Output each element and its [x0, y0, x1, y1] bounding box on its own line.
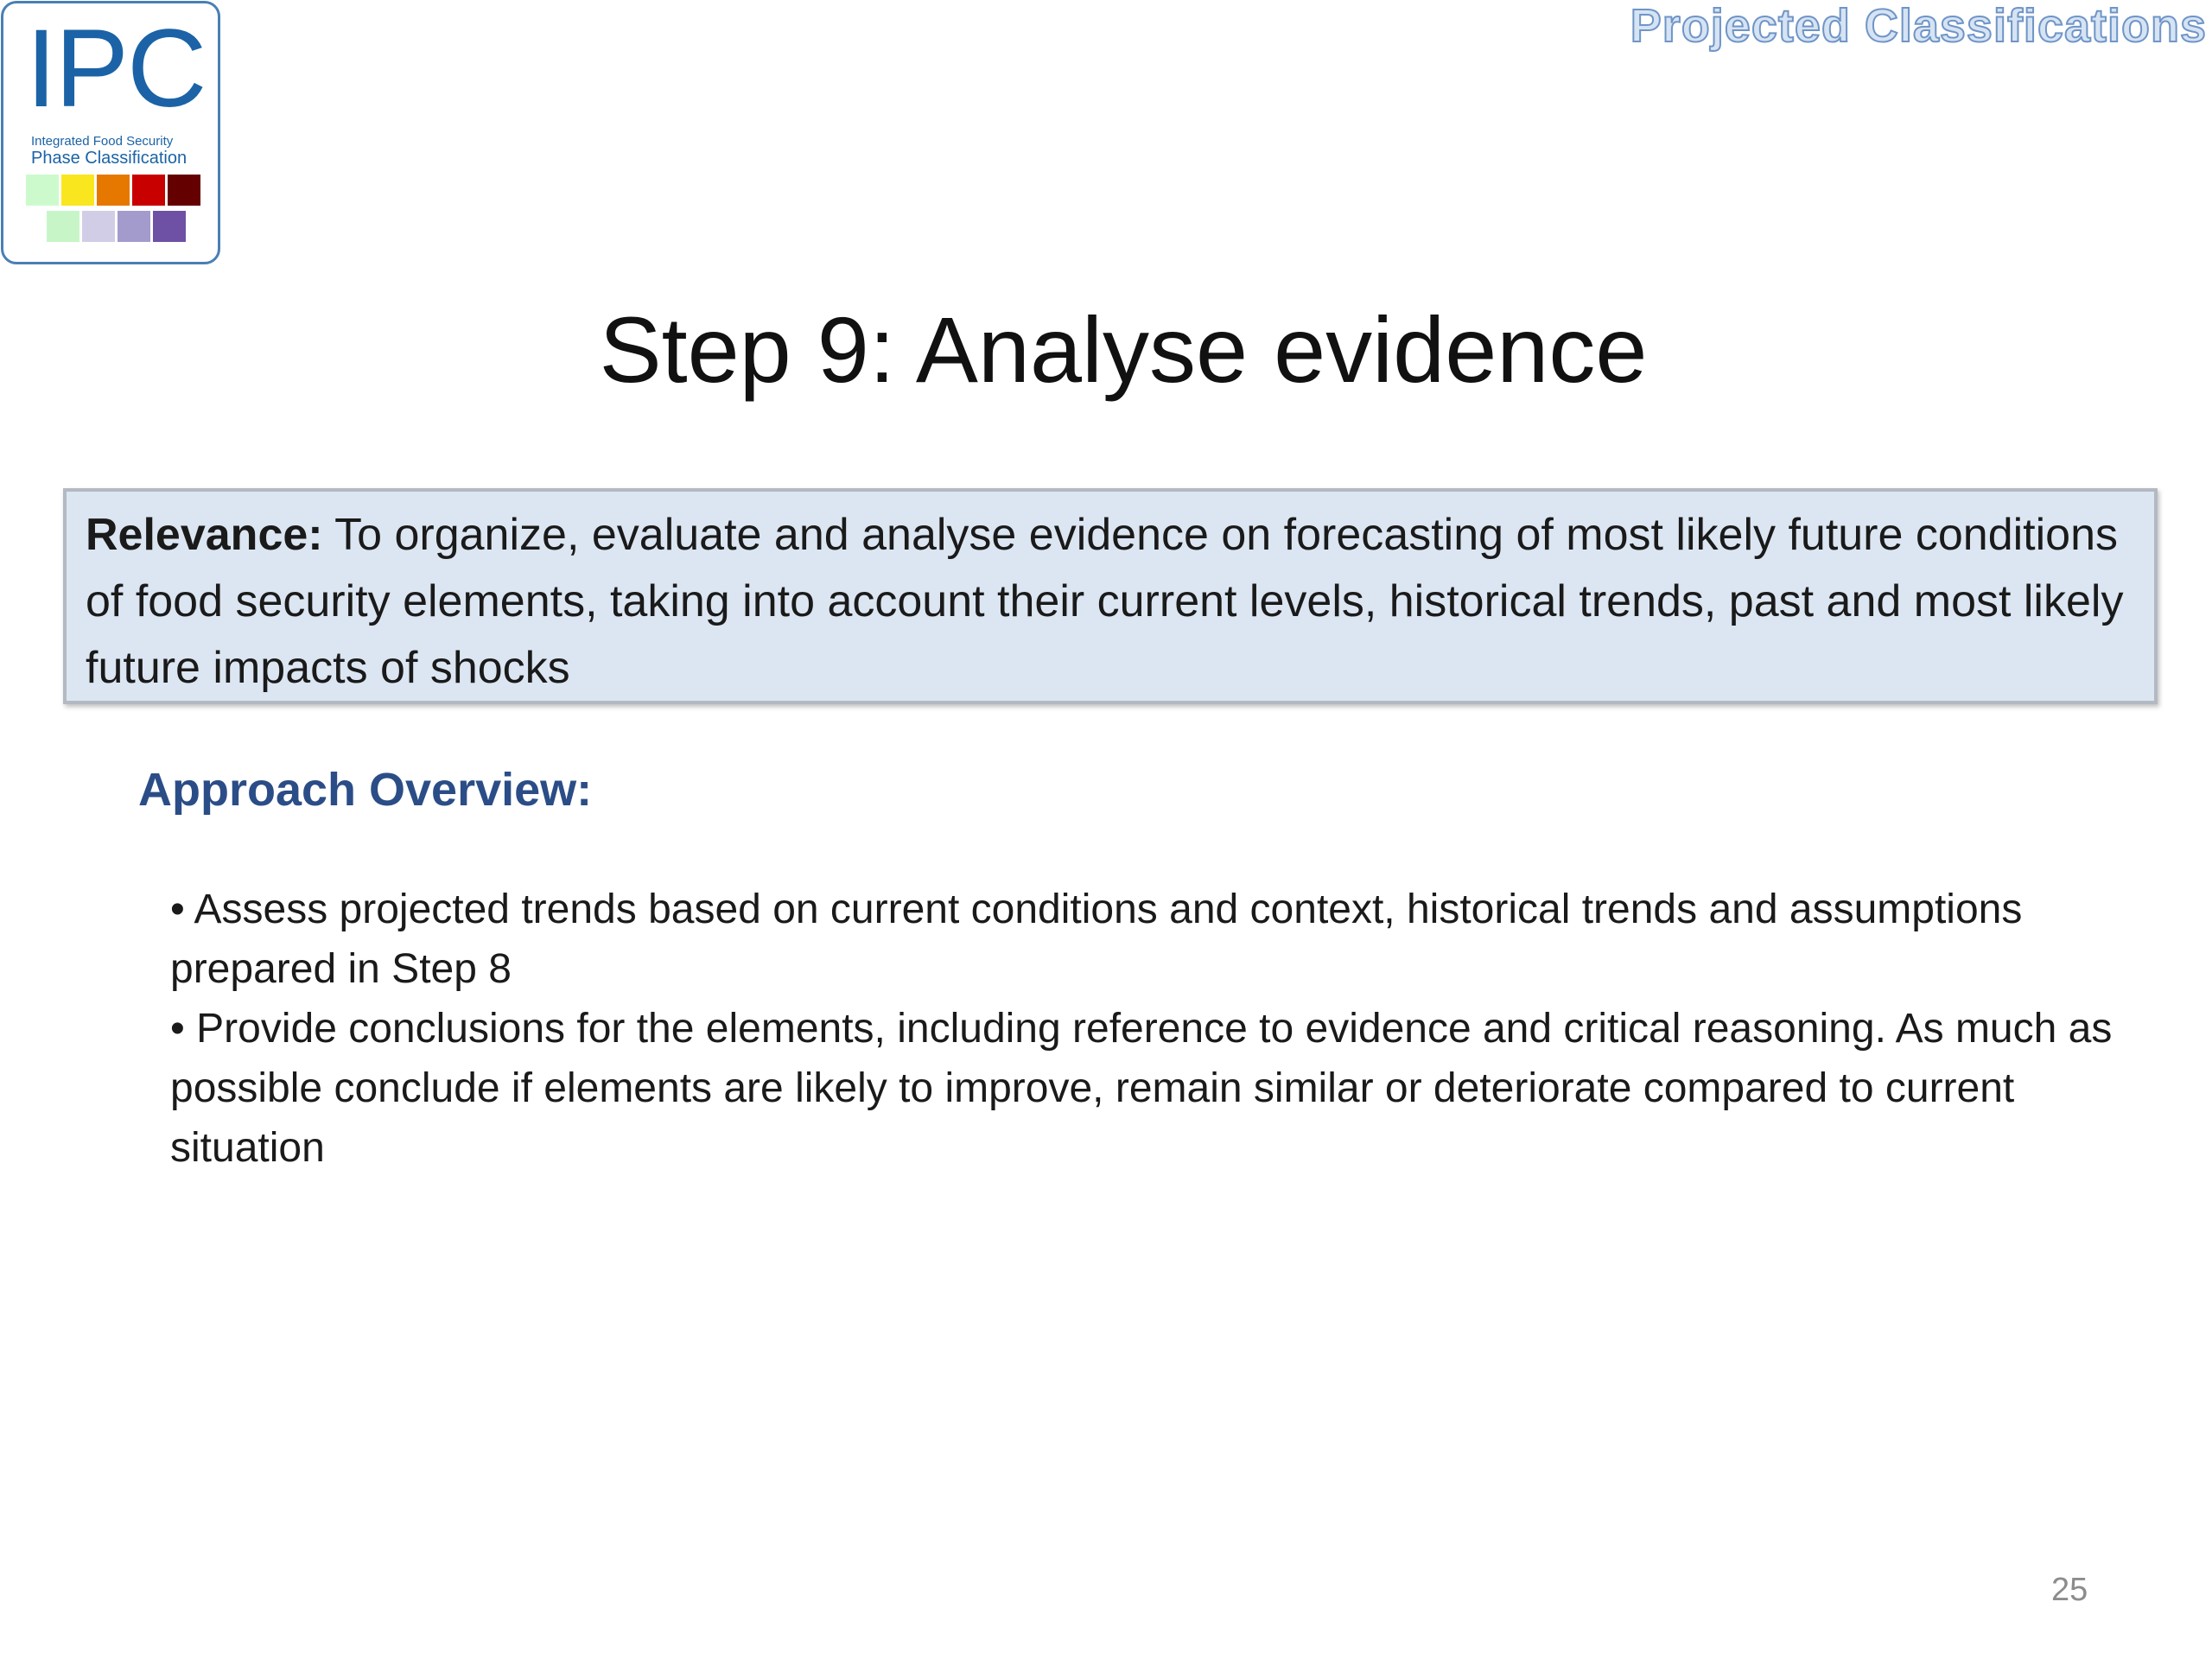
approach-heading: Approach Overview:: [138, 764, 593, 816]
slide-title: Step 9: Analyse evidence: [599, 297, 1648, 402]
relevance-text: To organize, evaluate and analyse evidence on forecasting of most likely future conditions of food security elements, taking into account their current levels, historical trends, past and most likely future impacts of shocks: [86, 510, 2124, 693]
swatch-r1-2: [61, 175, 94, 206]
swatch-r2-2: [82, 211, 115, 242]
logo-acronym: IPC: [26, 7, 206, 130]
swatch-r2-3: [118, 211, 150, 242]
logo-subtitle-line1: Integrated Food Security: [31, 134, 174, 149]
swatch-r1-1: [26, 175, 59, 206]
swatch-r1-3: [97, 175, 130, 206]
bullet-item: • Assess projected trends based on current conditions and context, historical trends and assumptions prepared in Step 8: [170, 887, 2023, 992]
relevance-box: [63, 488, 2158, 704]
swatch-r1-5: [168, 175, 200, 206]
approach-bullet-list: [170, 880, 2123, 1178]
bullet-item: • Provide conclusions for the elements, including reference to evidence and critical reasoning. As much as possible conclude if elements are likely to improve, remain similar or deteriorate compared to current situation: [170, 1006, 2113, 1171]
relevance-label: Relevance:: [86, 510, 323, 560]
swatch-r1-4: [132, 175, 165, 206]
page-number: 25: [2051, 1572, 2088, 1608]
swatch-r2-1: [47, 211, 79, 242]
ipc-logo: [1, 1, 220, 264]
swatch-r2-4: [153, 211, 186, 242]
logo-subtitle-line2: Phase Classification: [31, 149, 188, 168]
section-header: Projected Classifications: [1630, 0, 2207, 52]
